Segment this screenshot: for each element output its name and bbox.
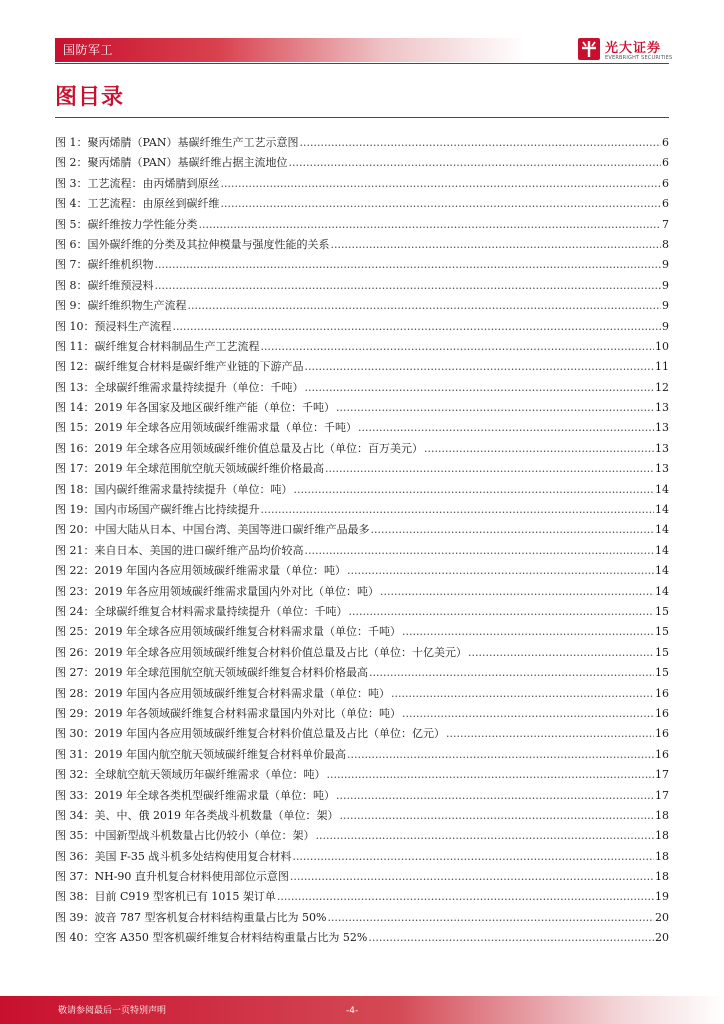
toc-entry[interactable] — [55, 643, 669, 663]
toc-entry[interactable] — [55, 276, 669, 296]
figure-list — [55, 133, 669, 949]
toc-entry[interactable] — [55, 928, 669, 948]
toc-dot-leader — [292, 847, 654, 867]
toc-entry-label: 图 5：碳纤维按力学性能分类 — [55, 217, 198, 231]
toc-entry-label: 图 24：全球碳纤维复合材料需求量持续提升（单位：千吨） — [55, 604, 348, 618]
toc-entry-label: 图 39：波音 787 型客机复合材料结构重量占比为 50% — [55, 910, 327, 924]
toc-entry-page: 6 — [662, 156, 669, 170]
everbright-logo-icon — [578, 38, 600, 60]
toc-entry-page: 13 — [655, 421, 669, 435]
toc-entry-label: 图 38：目前 C919 型客机已有 1015 架订单 — [55, 890, 276, 904]
logo-text-en: EVERBRIGHT SECURITIES — [605, 55, 673, 61]
toc-entry[interactable] — [55, 745, 669, 765]
toc-entry[interactable] — [55, 174, 669, 194]
toc-dot-leader — [261, 500, 655, 520]
toc-dot-leader — [221, 174, 662, 194]
toc-dot-leader — [336, 786, 654, 806]
toc-entry-page: 15 — [655, 645, 669, 659]
toc-entry[interactable] — [55, 786, 669, 806]
toc-entry-label: 图 30：2019 年国内各应用领域碳纤维复合材料价值总量及占比（单位：亿元） — [55, 727, 445, 741]
toc-entry[interactable] — [55, 215, 669, 235]
toc-dot-leader — [368, 928, 654, 948]
toc-entry[interactable] — [55, 704, 669, 724]
toc-entry[interactable] — [55, 724, 669, 744]
toc-entry-label: 图 20：中国大陆从日本、中国台湾、美国等进口碳纤维产品最多 — [55, 523, 370, 537]
toc-entry[interactable] — [55, 439, 669, 459]
toc-dot-leader — [305, 541, 655, 561]
toc-entry[interactable] — [55, 194, 669, 214]
toc-entry-page: 16 — [655, 686, 669, 700]
toc-entry[interactable] — [55, 765, 669, 785]
toc-entry-label: 图 28：2019 年国内各应用领域碳纤维复合材料需求量（单位：吨） — [55, 686, 390, 700]
toc-dot-leader — [294, 480, 655, 500]
toc-entry-label: 图 19：国内市场国产碳纤维占比持续提升 — [55, 503, 260, 517]
toc-dot-leader — [199, 215, 662, 235]
toc-entry-page: 11 — [655, 360, 669, 374]
toc-dot-leader — [424, 439, 654, 459]
toc-entry[interactable] — [55, 235, 669, 255]
toc-entry-label: 图 33：2019 年全球各类机型碳纤维需求量（单位：吨） — [55, 788, 335, 802]
toc-dot-leader — [349, 602, 655, 622]
toc-entry-label: 图 22：2019 年国内各应用领域碳纤维需求量（单位：吨） — [55, 564, 346, 578]
toc-entry-page: 6 — [662, 176, 669, 190]
toc-entry-page: 14 — [655, 503, 669, 517]
toc-dot-leader — [391, 684, 654, 704]
toc-dot-leader — [221, 194, 662, 214]
toc-entry-page: 15 — [655, 604, 669, 618]
toc-dot-leader — [327, 765, 655, 785]
toc-entry-page: 13 — [655, 441, 669, 455]
toc-entry-label: 图 25：2019 年全球各应用领域碳纤维复合材料需求量（单位：千吨） — [55, 625, 401, 639]
toc-dot-leader — [327, 908, 654, 928]
toc-entry-page: 6 — [662, 197, 669, 211]
toc-entry[interactable] — [55, 622, 669, 642]
toc-entry-label: 图 17：2019 年全球范围航空航天领域碳纤维价格最高 — [55, 462, 324, 476]
toc-entry[interactable] — [55, 480, 669, 500]
toc-entry[interactable] — [55, 826, 669, 846]
toc-entry-label: 图 14：2019 年各国家及地区碳纤维产能（单位：千吨） — [55, 401, 335, 415]
toc-entry[interactable] — [55, 887, 669, 907]
toc-entry-label: 图 8：碳纤维预浸料 — [55, 278, 154, 292]
header-band — [55, 38, 525, 62]
toc-entry-page: 14 — [655, 523, 669, 537]
toc-dot-leader — [325, 459, 654, 479]
toc-dot-leader — [339, 806, 654, 826]
toc-entry-page: 17 — [655, 788, 669, 802]
toc-entry[interactable] — [55, 153, 669, 173]
toc-entry[interactable] — [55, 459, 669, 479]
toc-entry-label: 图 15：2019 年全球各应用领域碳纤维需求量（单位：千吨） — [55, 421, 357, 435]
toc-entry[interactable] — [55, 357, 669, 377]
toc-dot-leader — [347, 561, 654, 581]
toc-entry[interactable] — [55, 847, 669, 867]
toc-entry-label: 图 35：中国新型战斗机数量占比仍较小（单位：架） — [55, 829, 315, 843]
toc-dot-leader — [299, 133, 661, 153]
toc-dot-leader — [402, 704, 654, 724]
toc-dot-leader — [316, 826, 655, 846]
toc-entry-label: 图 26：2019 年全球各应用领域碳纤维复合材料价值总量及占比（单位：十亿美元） — [55, 645, 467, 659]
toc-entry-page: 9 — [662, 278, 669, 292]
toc-entry-page: 13 — [655, 462, 669, 476]
toc-entry-page: 15 — [655, 625, 669, 639]
toc-dot-leader — [331, 235, 662, 255]
toc-entry-label: 图 27：2019 年全球范围航空航天领域碳纤维复合材料价格最高 — [55, 666, 368, 680]
toc-entry[interactable] — [55, 582, 669, 602]
toc-entry[interactable] — [55, 541, 669, 561]
toc-entry-page: 14 — [655, 564, 669, 578]
toc-entry-page: 18 — [655, 808, 669, 822]
toc-entry-page: 17 — [655, 768, 669, 782]
toc-entry-label: 图 2：聚丙烯腈（PAN）基碳纤维占据主流地位 — [55, 156, 288, 170]
toc-entry-page: 18 — [655, 870, 669, 884]
toc-entry-page: 7 — [662, 217, 669, 231]
toc-entry-page: 6 — [662, 136, 669, 149]
toc-entry-page: 14 — [655, 482, 669, 496]
toc-entry-page: 15 — [655, 666, 669, 680]
toc-entry-label: 图 29：2019 年各领域碳纤维复合材料需求量国内外对比（单位：吨） — [55, 706, 401, 720]
toc-dot-leader — [347, 745, 654, 765]
toc-dot-leader — [305, 378, 655, 398]
toc-entry-label: 图 16：2019 年全球各应用领域碳纤维价值总量及占比（单位：百万美元） — [55, 441, 423, 455]
page-title: 图目录 — [55, 85, 125, 110]
toc-dot-leader — [380, 582, 654, 602]
toc-entry-label: 图 31：2019 年国内航空航天领域碳纤维复合材料单价最高 — [55, 747, 346, 761]
toc-entry-page: 14 — [655, 543, 669, 557]
toc-dot-leader — [290, 867, 654, 887]
toc-entry-label: 图 11：碳纤维复合材料制品生产工艺流程 — [55, 339, 260, 353]
toc-entry-label: 图 37：NH-90 直升机复合材料使用部位示意图 — [55, 870, 289, 884]
toc-entry-page: 9 — [662, 299, 669, 313]
toc-entry-page: 9 — [662, 258, 669, 272]
footer-disclaimer: 敬请参阅最后一页特别声明 — [58, 1006, 167, 1016]
toc-entry-label: 图 6：国外碳纤维的分类及其拉伸模量与强度性能的关系 — [55, 237, 330, 251]
toc-entry-page: 18 — [655, 849, 669, 863]
toc-dot-leader — [402, 622, 654, 642]
header-rule — [55, 63, 669, 64]
toc-entry[interactable] — [55, 255, 669, 275]
toc-entry-label: 图 12：碳纤维复合材料是碳纤维产业链的下游产品 — [55, 360, 304, 374]
toc-dot-leader — [369, 663, 654, 683]
toc-dot-leader — [336, 398, 654, 418]
toc-entry[interactable] — [55, 908, 669, 928]
toc-dot-leader — [371, 520, 655, 540]
toc-entry-label: 图 40：空客 A350 型客机碳纤维复合材料结构重量占比为 52% — [55, 931, 368, 945]
toc-entry[interactable] — [55, 296, 669, 316]
toc-entry-page: 13 — [655, 401, 669, 415]
toc-dot-leader — [277, 887, 654, 907]
logo-text-cn: 光大证券 — [605, 41, 662, 56]
toc-entry-label: 图 10：预浸料生产流程 — [55, 319, 172, 333]
toc-entry-label: 图 34：美、中、俄 2019 年各类战斗机数量（单位：架） — [55, 808, 339, 822]
toc-dot-leader — [468, 643, 654, 663]
toc-dot-leader — [305, 357, 655, 377]
toc-dot-leader — [155, 276, 662, 296]
toc-entry[interactable] — [55, 684, 669, 704]
toc-entry-label: 图 1：聚丙烯腈（PAN）基碳纤维生产工艺示意图 — [55, 136, 299, 149]
toc-entry[interactable] — [55, 663, 669, 683]
toc-entry-label: 图 13：全球碳纤维需求量持续提升（单位：千吨） — [55, 380, 304, 394]
toc-entry[interactable] — [55, 418, 669, 438]
toc-entry-page: 12 — [655, 380, 669, 394]
toc-entry-page: 20 — [655, 931, 669, 945]
toc-entry[interactable] — [55, 378, 669, 398]
header-section-label: 国防军工 — [63, 43, 114, 57]
toc-entry[interactable] — [55, 867, 669, 887]
toc-entry-label: 图 23：2019 年各应用领域碳纤维需求量国内外对比（单位：吨） — [55, 584, 379, 598]
toc-entry[interactable] — [55, 133, 669, 153]
toc-dot-leader — [446, 724, 654, 744]
toc-entry-page: 16 — [655, 706, 669, 720]
toc-entry[interactable] — [55, 520, 669, 540]
toc-entry-page: 18 — [655, 829, 669, 843]
toc-entry-page: 8 — [662, 237, 669, 251]
toc-entry-page: 16 — [655, 727, 669, 741]
toc-entry-page: 14 — [655, 584, 669, 598]
title-rule — [55, 117, 669, 118]
toc-entry[interactable] — [55, 317, 669, 337]
toc-entry-label: 图 3：工艺流程：由丙烯腈到原丝 — [55, 176, 220, 190]
toc-entry-page: 20 — [655, 910, 669, 924]
toc-dot-leader — [173, 317, 662, 337]
toc-entry-page: 10 — [655, 339, 669, 353]
toc-entry-label: 图 4：工艺流程：由原丝到碳纤维 — [55, 197, 220, 211]
toc-entry-label: 图 18：国内碳纤维需求量持续提升（单位：吨） — [55, 482, 293, 496]
toc-entry-label: 图 21：来自日本、美国的进口碳纤维产品均价较高 — [55, 543, 304, 557]
toc-entry[interactable] — [55, 337, 669, 357]
toc-entry-page: 19 — [655, 890, 669, 904]
toc-entry-page: 9 — [662, 319, 669, 333]
footer-page-number: -4- — [346, 1006, 359, 1016]
toc-entry-label: 图 7：碳纤维机织物 — [55, 258, 154, 272]
toc-dot-leader — [188, 296, 662, 316]
toc-entry[interactable] — [55, 561, 669, 581]
toc-dot-leader — [155, 255, 662, 275]
toc-dot-leader — [261, 337, 655, 357]
toc-entry[interactable] — [55, 500, 669, 520]
toc-entry[interactable] — [55, 806, 669, 826]
toc-dot-leader — [358, 418, 654, 438]
toc-entry-label: 图 9：碳纤维织物生产流程 — [55, 299, 187, 313]
brand-logo — [578, 36, 674, 66]
toc-dot-leader — [288, 153, 661, 173]
toc-entry-page: 16 — [655, 747, 669, 761]
toc-entry-label: 图 36：美国 F-35 战斗机多处结构使用复合材料 — [55, 849, 292, 863]
toc-entry-label: 图 32：全球航空航天领域历年碳纤维需求（单位：吨） — [55, 768, 326, 782]
toc-entry[interactable] — [55, 602, 669, 622]
toc-entry[interactable] — [55, 398, 669, 418]
